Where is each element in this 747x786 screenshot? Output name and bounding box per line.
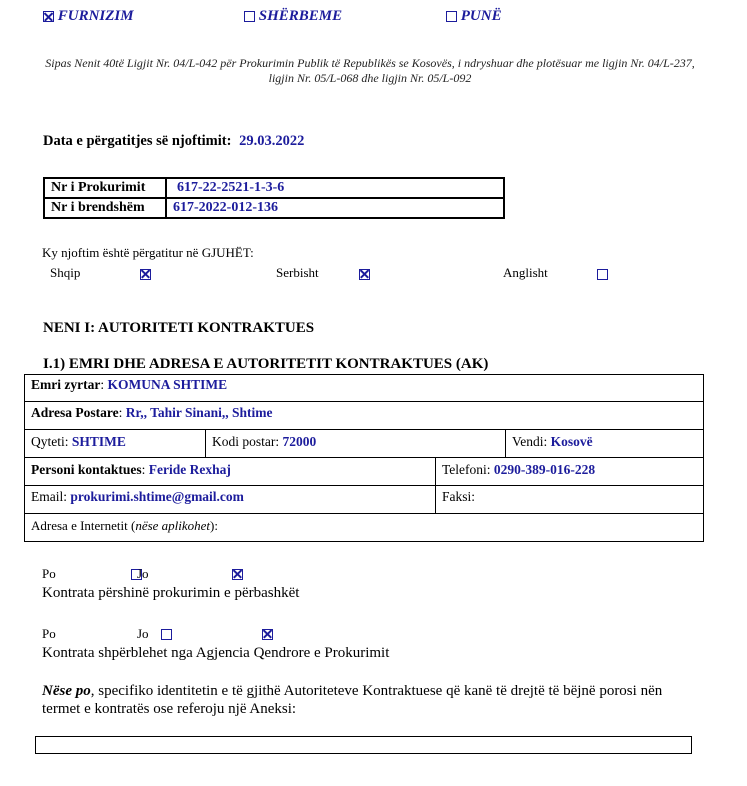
postal-code-value: 72000 [282,434,317,449]
procurement-no-value: 617-22-2521-1-3-6 [166,178,504,198]
legal-basis: Sipas Nenit 40të Ligjit Nr. 04/L-042 për Prokurimin Publik të Republikës se Kosovës, i ndryshuar dhe plotësuar me ligjin Nr. 04/L-237, ligjin Nr. 05/L-068 dhe ligjin Nr. 05/L-092 [45,56,695,85]
type-works[interactable] [446,8,502,25]
authorities-input-box[interactable] [35,736,692,754]
location-row [25,429,703,458]
internet-label: Adresa e Internetit ( [31,518,136,533]
if-yes-paragraph [42,682,702,718]
postal-address-label: Adresa Postare [31,405,119,420]
internet-label-close: ): [210,518,218,533]
contact-value: Feride Rexhaj [148,462,231,477]
lang-albanian-label: Shqip [50,265,81,280]
country-cell [505,429,703,457]
internal-no-value: 617-2022-012-136 [166,198,504,218]
joint-no-label: Jo [137,566,149,581]
english-checkbox[interactable] [597,269,608,280]
supplies-checkbox[interactable] [43,11,54,22]
official-name-label: Emri zyrtar [31,377,101,392]
lang-serbian-label: Serbisht [276,265,319,280]
postal-code-cell [205,429,505,457]
internet-cell [25,513,703,541]
if-yes-lead: Nëse po [42,683,91,699]
works-checkbox[interactable] [446,11,457,22]
official-name-value: KOMUNA SHTIME [107,377,228,392]
serbian-checkbox[interactable] [359,269,370,280]
albanian-checkbox[interactable] [140,269,151,280]
postal-address-row [25,401,703,430]
contact-label: Personi kontaktues [31,462,142,477]
services-checkbox[interactable] [244,11,255,22]
email-value[interactable]: prokurimi.shtime@gmail.com [70,489,244,504]
city-cell [25,429,205,457]
notice-date-value: 29.03.2022 [239,133,305,149]
email-label: Email: [31,489,67,504]
postal-address-cell: Adresa Postare: Rr,, Tahir Sinani,, Shtime [31,405,273,420]
type-services[interactable] [244,8,342,25]
procurement-no-row [44,178,504,198]
joint-yes-label: Po [42,566,56,581]
joint-procurement-text: Kontrata përshinë prokurimin e përbashkët [42,585,300,601]
fax-label: Faksi: [442,489,476,504]
procurement-no-label: Nr i Prokurimit [44,178,166,198]
authority-box [24,374,704,542]
central-no-label: Jo [137,626,149,641]
city-label: Qyteti: [31,434,69,449]
fax-cell [435,485,703,513]
contact-row [25,457,703,486]
central-yes-checkbox[interactable] [161,629,172,640]
joint-no-checkbox[interactable] [232,569,243,580]
official-name-row [25,375,703,402]
phone-label: Telefoni: [442,462,491,477]
internet-hint: nëse aplikohet [135,518,211,533]
central-no-checkbox[interactable] [262,629,273,640]
internal-no-label: Nr i brendshëm [44,198,166,218]
type-supplies-label: FURNIZIM [57,8,134,24]
official-name-cell: Emri zyrtar: KOMUNA SHTIME [31,377,228,392]
city-value: SHTIME [71,434,126,449]
central-yes-label: Po [42,626,56,641]
contact-cell: Personi kontaktues: Feride Rexhaj [31,462,231,477]
procurement-ids-table [43,177,505,219]
type-supplies[interactable] [43,8,134,25]
phone-cell [435,457,703,485]
email-cell [25,485,435,513]
country-label: Vendi: [512,434,548,449]
central-agency-text: Kontrata shpërblehet nga Agjencia Qendrore e Prokurimit [42,645,390,661]
type-works-label: PUNË [460,8,502,24]
if-yes-text: , specifiko identitetin e të gjithë Autoriteteve Kontraktuese që kanë të drejtë të bëjnë porosi nën termet e kontratës ose referoju një Aneksi: [42,683,663,717]
lang-english-label: Anglisht [503,265,548,280]
country-value: Kosovë [550,434,593,449]
subsection-title: I.1) EMRI DHE ADRESA E AUTORITETIT KONTRAKTUES (AK) [43,356,489,372]
notice-date [43,133,304,150]
languages-intro: Ky njoftim është përgatitur në GJUHËT: [42,245,254,260]
internet-row [25,513,703,541]
section-title: NENI I: AUTORITETI KONTRAKTUES [43,320,315,336]
postal-address-value: Rr,, Tahir Sinani,, Shtime [125,405,273,420]
postal-code-label: Kodi postar: [212,434,280,449]
email-row [25,485,703,514]
phone-value: 0290-389-016-228 [493,462,596,477]
internal-no-row [44,198,504,218]
notice-date-label: Data e përgatitjes së njoftimit: [43,133,232,149]
type-services-label: SHËRBEME [258,8,343,24]
